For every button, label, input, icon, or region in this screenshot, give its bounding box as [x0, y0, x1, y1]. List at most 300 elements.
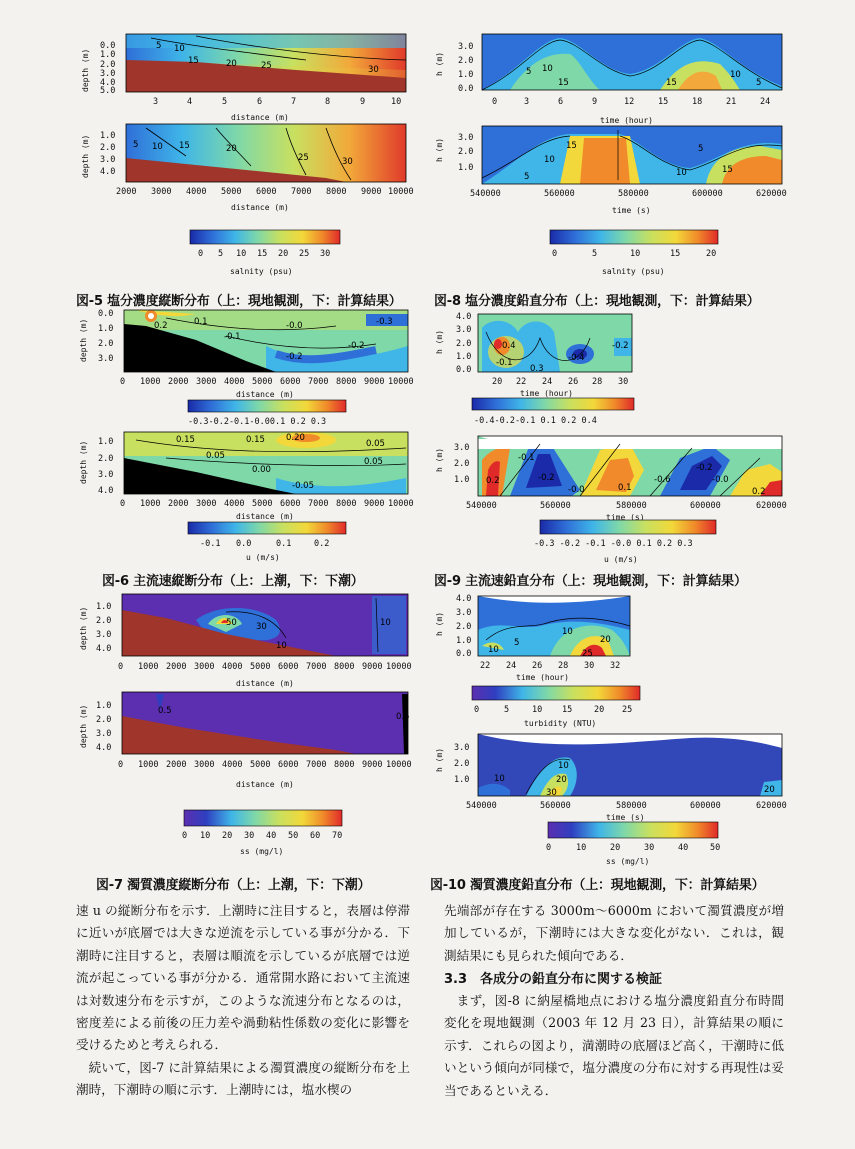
x-ticks	[118, 760, 412, 770]
y-axis-label: depth (m)	[81, 134, 90, 178]
y-ticks	[100, 131, 115, 177]
svg-text:70: 70	[332, 831, 343, 841]
contour-label: -0.0	[286, 321, 303, 331]
svg-text:30: 30	[244, 831, 255, 841]
svg-text:6: 6	[558, 97, 564, 107]
svg-text:40: 40	[678, 843, 689, 853]
x-ticks	[153, 97, 401, 107]
colorbar-ticks: -0.3-0.2-0.1-0.00.1 0.2 0.3	[188, 417, 327, 427]
contour-label: 0.05	[366, 439, 385, 449]
fig9-bottom-plot	[430, 430, 790, 520]
svg-text:600000: 600000	[690, 501, 721, 511]
svg-text:1.0: 1.0	[98, 437, 114, 447]
colorbar-label: salnity (psu)	[230, 267, 293, 276]
svg-text:10000: 10000	[388, 377, 414, 387]
y-axis-label: h (m)	[435, 447, 444, 472]
x-ticks	[118, 662, 412, 672]
svg-text:20: 20	[278, 249, 289, 259]
svg-text:28: 28	[592, 377, 603, 387]
y-axis-label: h (m)	[435, 329, 444, 354]
fig6-caption: 図-6 主流速縦断分布（上：上潮，下：下潮）	[102, 574, 364, 589]
contour-label: 15	[722, 165, 733, 175]
svg-text:30: 30	[320, 249, 331, 259]
fig5-bottom-plot	[76, 120, 416, 215]
x-ticks	[466, 801, 787, 811]
svg-text:620000: 620000	[756, 501, 787, 511]
svg-text:6000: 6000	[256, 187, 277, 197]
contour-label: 20	[226, 59, 237, 69]
svg-text:0: 0	[492, 97, 498, 107]
svg-text:7000: 7000	[306, 760, 327, 770]
svg-text:1000: 1000	[138, 662, 159, 672]
contour-label: 15	[566, 141, 577, 151]
svg-text:10: 10	[576, 843, 587, 853]
contour-label: 5	[698, 144, 704, 154]
contour-label: -0.2	[348, 341, 365, 351]
svg-text:15: 15	[257, 249, 268, 259]
svg-text:2.0: 2.0	[100, 143, 116, 153]
y-ticks	[100, 41, 115, 96]
svg-text:2.0: 2.0	[96, 616, 112, 626]
svg-text:6000: 6000	[278, 662, 299, 672]
svg-text:9000: 9000	[364, 377, 385, 387]
y-ticks	[454, 743, 469, 785]
contour-label: 30	[256, 622, 267, 632]
svg-text:0: 0	[120, 377, 126, 387]
y-axis-label: h (m)	[435, 611, 444, 636]
svg-text:2.0: 2.0	[98, 339, 114, 349]
contour-label: 0.5	[158, 706, 172, 716]
x-axis-label: distance (m)	[231, 203, 289, 212]
svg-text:6000: 6000	[280, 499, 301, 509]
colorbar-label: u (m/s)	[246, 553, 280, 562]
svg-text:24: 24	[542, 377, 553, 387]
svg-text:2.0: 2.0	[458, 147, 474, 157]
svg-text:8: 8	[325, 97, 331, 107]
svg-text:0.0: 0.0	[456, 365, 472, 375]
y-axis-label: h (m)	[435, 137, 444, 162]
svg-text:25: 25	[299, 249, 310, 259]
svg-text:3.0: 3.0	[458, 42, 474, 52]
svg-text:4000: 4000	[222, 760, 243, 770]
svg-text:2.0: 2.0	[456, 622, 472, 632]
svg-text:0: 0	[182, 831, 188, 841]
right-column-text	[444, 900, 784, 967]
svg-text:4.0: 4.0	[98, 486, 114, 496]
svg-text:22: 22	[480, 661, 491, 671]
svg-text:50: 50	[710, 843, 721, 853]
colorbar-label: salnity (psu)	[602, 267, 665, 276]
svg-text:6000: 6000	[278, 760, 299, 770]
fig5-caption: 図-5 塩分濃度縦断分布（上：現地観測，下：計算結果）	[76, 294, 402, 309]
svg-text:1000: 1000	[140, 499, 161, 509]
paragraph: 続いて，図-7 に計算結果による濁質濃度の縦断分布を上潮時，下潮時の順に示す．上潮時には，塩水楔の	[76, 1059, 410, 1098]
contour-label: -0.4	[568, 353, 585, 363]
svg-text:0: 0	[118, 760, 124, 770]
svg-text:7: 7	[291, 97, 297, 107]
svg-text:9000: 9000	[362, 662, 383, 672]
svg-text:560000: 560000	[540, 801, 571, 811]
x-ticks	[120, 377, 414, 387]
contour-label: 10	[730, 70, 741, 80]
svg-text:2000: 2000	[166, 662, 187, 672]
svg-text:1.0: 1.0	[100, 131, 116, 141]
contour-label: -0.1	[224, 332, 241, 342]
svg-text:1.0: 1.0	[456, 636, 472, 646]
contour-label: 10	[380, 618, 391, 628]
contour-label: 10	[488, 645, 499, 655]
x-axis-label: time (s)	[612, 206, 651, 215]
svg-text:2000: 2000	[166, 760, 187, 770]
svg-text:5: 5	[592, 249, 598, 259]
svg-text:8000: 8000	[336, 499, 357, 509]
contour-label: -0.2	[538, 473, 555, 483]
svg-text:28: 28	[558, 661, 569, 671]
contour-label: 0.1	[194, 317, 208, 327]
section-heading: 3.3 各成分の鉛直分布に関する検証	[444, 972, 663, 987]
svg-text:0.0: 0.0	[236, 539, 252, 549]
svg-text:25: 25	[622, 705, 633, 715]
fig9-top-plot	[430, 308, 650, 398]
y-ticks	[456, 594, 471, 659]
contour-label: -0.6	[654, 475, 671, 485]
right-column-text-2	[444, 990, 784, 1102]
svg-text:0.0: 0.0	[98, 309, 114, 319]
contour-label: 30	[342, 157, 353, 167]
x-axis-label: time (s)	[606, 513, 645, 520]
svg-text:24: 24	[760, 97, 771, 107]
svg-text:9: 9	[592, 97, 598, 107]
svg-text:40: 40	[266, 831, 277, 841]
fig10-bottom-plot	[430, 728, 790, 824]
fig7-top-plot	[76, 590, 416, 690]
contour-label: 0.15	[176, 435, 195, 445]
fig10-colorbar	[540, 820, 730, 868]
contour-label: 10	[544, 155, 555, 165]
fig10-caption: 図-10 濁質濃度鉛直分布（上：現地観測，下：計算結果）	[430, 878, 765, 893]
fig9-colorbar	[532, 518, 732, 568]
svg-text:10000: 10000	[388, 499, 414, 509]
contour-label: -0.1	[496, 358, 513, 368]
svg-text:26: 26	[568, 377, 579, 387]
contour-label: 10	[676, 168, 687, 178]
contour-label: 5	[133, 140, 139, 150]
svg-text:22: 22	[516, 377, 527, 387]
fig10-top-colorbar	[470, 684, 650, 730]
svg-text:1.0: 1.0	[96, 602, 112, 612]
y-axis-label: depth (m)	[79, 704, 88, 748]
paragraph: 先端部が存在する 3000m～6000m において濁質濃度が増加しているが，下潮時には大きな変化がない．これは，観測結果にも見られた傾向である．	[444, 903, 784, 963]
svg-text:3.0: 3.0	[98, 354, 114, 364]
svg-text:0: 0	[120, 499, 126, 509]
contour-label: 20	[764, 785, 775, 795]
svg-text:30: 30	[644, 843, 655, 853]
y-axis-label: depth (m)	[81, 48, 90, 92]
y-ticks	[98, 309, 113, 364]
contour-label: 10	[542, 64, 553, 74]
fig8-bottom-plot	[430, 120, 790, 216]
fig6-colorbar	[186, 520, 356, 568]
svg-text:3.0: 3.0	[458, 133, 474, 143]
x-axis-label: distance (m)	[236, 679, 294, 688]
svg-text:6: 6	[257, 97, 263, 107]
svg-text:1.0: 1.0	[454, 775, 470, 785]
x-ticks	[116, 187, 414, 197]
contour-label: -0.3	[376, 317, 393, 327]
svg-text:20: 20	[492, 377, 503, 387]
contour-label: 20	[226, 144, 237, 154]
y-ticks	[96, 701, 111, 753]
contour-label: -0.2	[612, 341, 629, 351]
svg-text:3.0: 3.0	[100, 155, 116, 165]
svg-text:2000: 2000	[168, 499, 189, 509]
svg-text:0.2: 0.2	[314, 539, 330, 549]
contour-label: 5	[526, 67, 532, 77]
contour-label: 0.05	[364, 457, 383, 467]
colorbar-label: turbidity (NTU)	[524, 719, 597, 728]
svg-text:3.0: 3.0	[456, 325, 472, 335]
contour-label: 0.1	[618, 483, 632, 493]
svg-text:3.0: 3.0	[100, 69, 116, 79]
svg-text:30: 30	[584, 661, 595, 671]
contour-label: 15	[188, 56, 199, 66]
svg-text:1.0: 1.0	[458, 163, 474, 173]
svg-text:10: 10	[391, 97, 402, 107]
svg-text:18: 18	[692, 97, 703, 107]
contour-label: 10	[494, 774, 505, 784]
svg-text:5000: 5000	[250, 760, 271, 770]
svg-text:4000: 4000	[186, 187, 207, 197]
svg-text:1.0: 1.0	[454, 475, 470, 485]
fig7-caption: 図-7 濁質濃度縦断分布（上：上潮，下：下潮）	[96, 878, 371, 893]
contour-label: 5	[524, 172, 530, 182]
svg-text:0.0: 0.0	[100, 41, 116, 51]
svg-text:3000: 3000	[196, 377, 217, 387]
fig5-top-plot	[76, 30, 416, 125]
svg-text:1.0: 1.0	[98, 324, 114, 334]
svg-text:3.0: 3.0	[98, 470, 114, 480]
contour-label: 0.00	[252, 465, 271, 475]
contour-label: 0.4	[502, 341, 516, 351]
contour-label: 10	[562, 627, 573, 637]
svg-text:3000: 3000	[151, 187, 172, 197]
svg-text:15: 15	[670, 249, 681, 259]
contour-label: 25	[261, 61, 272, 71]
svg-text:0.0: 0.0	[458, 84, 474, 94]
svg-text:2.0: 2.0	[100, 60, 116, 70]
svg-text:5000: 5000	[221, 187, 242, 197]
svg-text:9: 9	[360, 97, 366, 107]
svg-text:1000: 1000	[138, 760, 159, 770]
svg-text:0: 0	[198, 249, 204, 259]
svg-text:3.0: 3.0	[454, 743, 470, 753]
svg-text:8000: 8000	[334, 662, 355, 672]
svg-text:2000: 2000	[116, 187, 137, 197]
svg-text:1.0: 1.0	[100, 50, 116, 60]
svg-text:580000: 580000	[618, 189, 649, 199]
contour-label: 0.2	[154, 321, 168, 331]
contour-label: 25	[298, 153, 309, 163]
contour-label: 10	[558, 761, 569, 771]
svg-text:10000: 10000	[386, 662, 412, 672]
svg-text:32: 32	[610, 661, 621, 671]
x-axis-label: time (hour)	[520, 389, 573, 398]
svg-text:620000: 620000	[756, 189, 787, 199]
svg-text:2.0: 2.0	[98, 454, 114, 464]
svg-text:1.0: 1.0	[456, 352, 472, 362]
svg-text:0.1: 0.1	[276, 539, 292, 549]
svg-text:20: 20	[222, 831, 233, 841]
svg-text:1.0: 1.0	[96, 701, 112, 711]
svg-text:10: 10	[236, 249, 247, 259]
contour-label: -0.2	[696, 463, 713, 473]
contour-label: 0.20	[286, 433, 305, 443]
svg-text:5: 5	[504, 705, 510, 715]
x-axis-label: distance (m)	[231, 113, 289, 122]
svg-text:580000: 580000	[616, 501, 647, 511]
svg-text:10: 10	[200, 831, 211, 841]
contour-label: -0.0	[712, 475, 729, 485]
contour-label: 0.05	[206, 451, 225, 461]
svg-text:30: 30	[618, 377, 629, 387]
svg-text:24: 24	[506, 661, 517, 671]
y-axis-label: h (m)	[435, 51, 444, 76]
x-axis-label: distance (m)	[236, 390, 294, 399]
contour-label: -0.05	[292, 481, 314, 491]
svg-text:26: 26	[532, 661, 543, 671]
contour-label: -0.2	[286, 352, 303, 362]
fig9-top-colorbar	[470, 396, 640, 428]
svg-text:1000: 1000	[140, 377, 161, 387]
svg-text:4.0: 4.0	[96, 644, 112, 654]
left-column-text	[76, 900, 410, 1102]
y-ticks	[456, 312, 471, 375]
contour-label: 50	[226, 618, 237, 628]
contour-label: 30	[546, 788, 557, 798]
colorbar-ticks: -0.4-0.2-0.1 0.1 0.2 0.4	[474, 416, 597, 426]
y-axis-label: depth (m)	[79, 318, 88, 362]
contour-label: 15	[558, 78, 569, 88]
svg-text:0: 0	[118, 662, 124, 672]
svg-text:6000: 6000	[280, 377, 301, 387]
x-ticks	[120, 499, 414, 509]
svg-text:7000: 7000	[291, 187, 312, 197]
svg-text:2.0: 2.0	[96, 715, 112, 725]
svg-text:9000: 9000	[364, 499, 385, 509]
paragraph: まず，図-8 に納屋橋地点における塩分濃度鉛直分布時間変化を現地観測（2003 年 12 月 23 日），計算結果の順に示す．これらの図より，満潮時の底層ほど高く，干潮時に低いという傾向が同様で，塩分濃度の分布に対する再現性は妥当であるといえる．	[444, 993, 784, 1098]
svg-text:4.0: 4.0	[456, 312, 472, 322]
svg-text:3: 3	[524, 97, 530, 107]
fig9-caption: 図-9 主流速鉛直分布（上：現地観測，下：計算結果）	[434, 574, 747, 589]
svg-text:10000: 10000	[386, 760, 412, 770]
svg-text:4.0: 4.0	[456, 594, 472, 604]
svg-text:4000: 4000	[222, 662, 243, 672]
contour-label: 15	[179, 141, 190, 151]
fig5-colorbar	[186, 228, 346, 278]
contour-label: 10	[276, 641, 287, 651]
contour-label: 0.5	[396, 712, 410, 722]
y-ticks	[458, 133, 473, 173]
svg-text:8000: 8000	[326, 187, 347, 197]
fig7-colorbar	[176, 806, 356, 858]
contour-label: 25	[582, 649, 593, 659]
svg-text:5: 5	[218, 249, 224, 259]
svg-text:20: 20	[706, 249, 717, 259]
svg-text:3000: 3000	[194, 662, 215, 672]
x-ticks	[492, 377, 628, 387]
y-ticks	[98, 437, 113, 496]
contour-label: -0.1	[518, 453, 535, 463]
x-axis-label: distance (m)	[236, 512, 294, 521]
svg-text:2.0: 2.0	[454, 459, 470, 469]
contour-label: 10	[152, 142, 163, 152]
contour-label: 10	[174, 44, 185, 54]
y-axis-label: depth (m)	[79, 440, 88, 484]
colorbar-label: u (m/s)	[604, 555, 638, 564]
fig7-bottom-plot	[76, 688, 416, 792]
svg-text:4.0: 4.0	[100, 78, 116, 88]
colorbar-label: ss (mg/l)	[240, 847, 284, 856]
contour-label: 30	[368, 65, 379, 75]
svg-text:0: 0	[474, 705, 480, 715]
svg-text:15: 15	[658, 97, 669, 107]
svg-text:560000: 560000	[540, 501, 571, 511]
y-ticks	[454, 443, 469, 485]
y-ticks	[96, 602, 111, 654]
svg-text:2.0: 2.0	[454, 759, 470, 769]
svg-text:560000: 560000	[544, 189, 575, 199]
x-axis-label: time (hour)	[600, 116, 653, 125]
x-axis-label: time (hour)	[516, 673, 569, 682]
svg-text:600000: 600000	[692, 189, 723, 199]
svg-text:8000: 8000	[334, 760, 355, 770]
svg-text:-0.1: -0.1	[200, 539, 221, 549]
svg-text:540000: 540000	[466, 501, 497, 511]
contour-label: 5	[514, 638, 520, 648]
svg-text:20: 20	[594, 705, 605, 715]
x-ticks	[480, 661, 620, 671]
svg-text:580000: 580000	[616, 801, 647, 811]
svg-text:9000: 9000	[362, 760, 383, 770]
svg-text:5000: 5000	[252, 499, 273, 509]
svg-text:600000: 600000	[690, 801, 721, 811]
svg-text:10000: 10000	[388, 187, 414, 197]
y-ticks	[458, 42, 473, 94]
contour-label: 20	[556, 775, 567, 785]
svg-text:4000: 4000	[224, 377, 245, 387]
contour-label: 15	[666, 78, 677, 88]
svg-text:7000: 7000	[306, 662, 327, 672]
svg-text:20: 20	[610, 843, 621, 853]
svg-text:5: 5	[222, 97, 228, 107]
x-axis-label: distance (m)	[236, 780, 294, 789]
svg-text:21: 21	[726, 97, 737, 107]
fig6-top-colorbar	[186, 398, 356, 428]
contour-label: 0.3	[530, 364, 544, 374]
svg-text:50: 50	[288, 831, 299, 841]
contour-label: 5	[756, 78, 762, 88]
svg-text:3.0: 3.0	[96, 729, 112, 739]
svg-text:3000: 3000	[194, 760, 215, 770]
svg-text:2000: 2000	[168, 377, 189, 387]
svg-text:5000: 5000	[252, 377, 273, 387]
colorbar-label: ss (mg/l)	[606, 857, 650, 866]
svg-text:12: 12	[624, 97, 635, 107]
svg-text:2.0: 2.0	[456, 339, 472, 349]
fig8-top-plot	[430, 30, 790, 126]
contour-label: 5	[156, 41, 162, 51]
x-ticks	[466, 501, 787, 511]
